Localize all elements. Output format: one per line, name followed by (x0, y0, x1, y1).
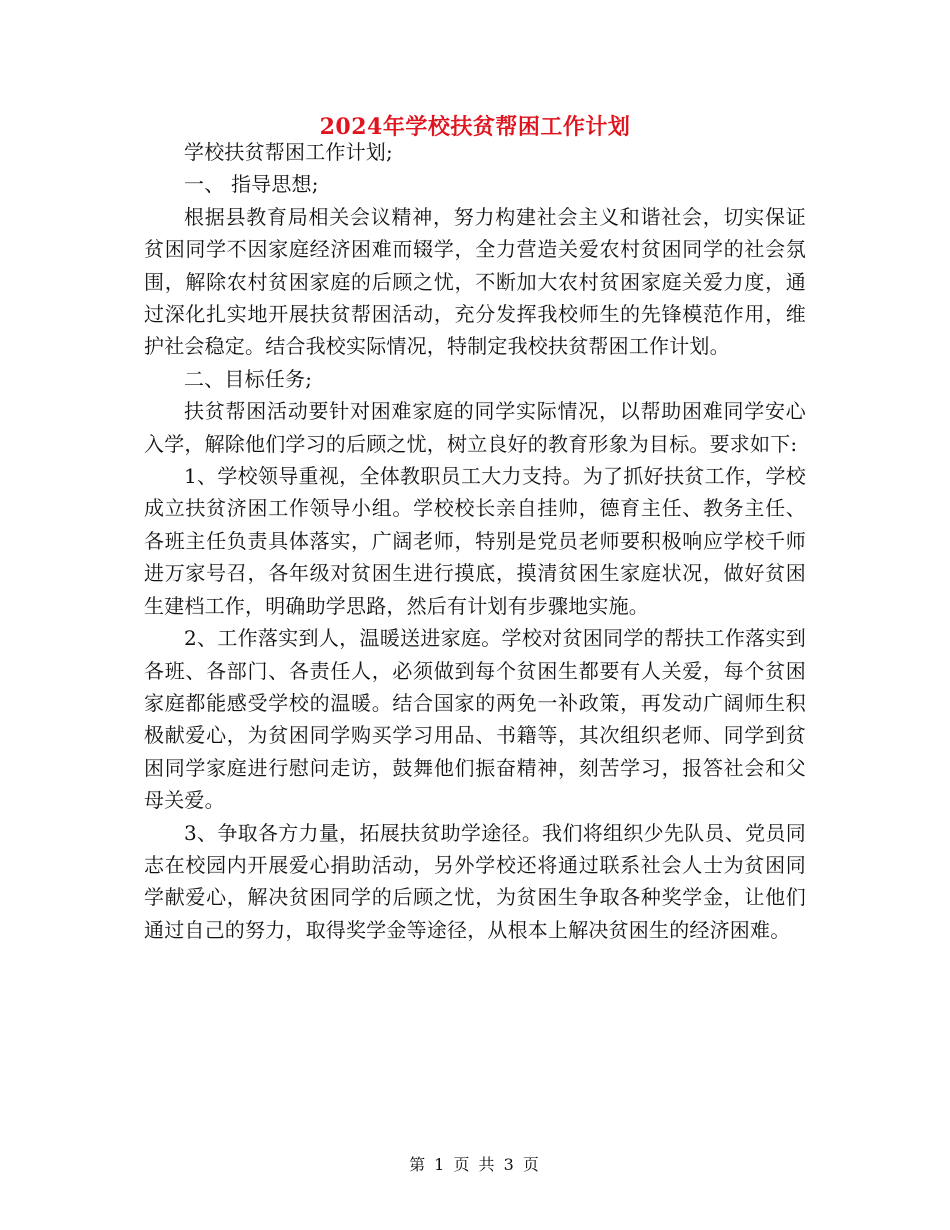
paragraph-item-3: 3、争取各方力量，拓展扶贫助学途径。我们将组织少先队员、党员同志在校园内开展爱心捐助活动，另外学校还将通过联系社会人士为贫困同学献爱心，解决贫困同学的后顾之忧，为贫困生争取各种奖学金，让他们通过自己的努力，取得奖学金等途径，从根本上解决贫困生的经济困难。 (144, 820, 806, 942)
paragraph-guiding-thought: 根据县教育局相关会议精神，努力构建社会主义和谐社会，切实保证贫困同学不因家庭经济困难而辍学，全力营造关爱农村贫困同学的社会氛围，解除农村贫困家庭的后顾之忧，不断加大农村贫困家庭关爱力度，通过深化扎实地开展扶贫帮困活动，充分发挥我校师生的先锋模范作用，维护社会稳定。结合我校实际情况，特制定我校扶贫帮困工作计划。 (144, 204, 806, 359)
paragraph-item-2: 2、工作落实到人，温暖送进家庭。学校对贫困同学的帮扶工作落实到各班、各部门、各责任人，必须做到每个贫困生都要有人关爱，每个贫困家庭都能感受学校的温暖。结合国家的两免一补政策，再发动广阔师生积极献爱心，为贫困同学购买学习用品、书籍等，其次组织老师、同学到贫困同学家庭进行慰问走访，鼓舞他们振奋精神，刻苦学习，报答社会和父母关爱。 (144, 626, 806, 813)
document-body (144, 136, 806, 946)
paragraph-item-1: 1、学校领导重视，全体教职员工大力支持。为了抓好扶贫工作，学校成立扶贫济困工作领导小组。学校校长亲自挂帅，德育主任、教务主任、各班主任负责具体落实，广阔老师，特别是党员老师要积极响应学校千师进万家号召，各年级对贫困生进行摸底，摸清贫困生家庭状况，做好贫困生建档工作，明确助学思路，然后有计划有步骤地实施。 (144, 464, 806, 618)
section-heading-guiding-thought: 一、 指导思想; (184, 172, 319, 197)
paragraph-goals: 扶贫帮困活动要针对困难家庭的同学实际情况，以帮助困难同学安心入学，解除他们学习的后顾之忧，树立良好的教育形象为目标。要求如下: (144, 399, 806, 456)
document-title: 2024年学校扶贫帮困工作计划 (319, 114, 631, 140)
paragraph-heading-plan: 学校扶贫帮困工作计划; (184, 140, 393, 164)
section-heading-goals: 二、目标任务; (184, 366, 313, 391)
page-footer: 第 1 页 共 3 页 (409, 1155, 541, 1174)
